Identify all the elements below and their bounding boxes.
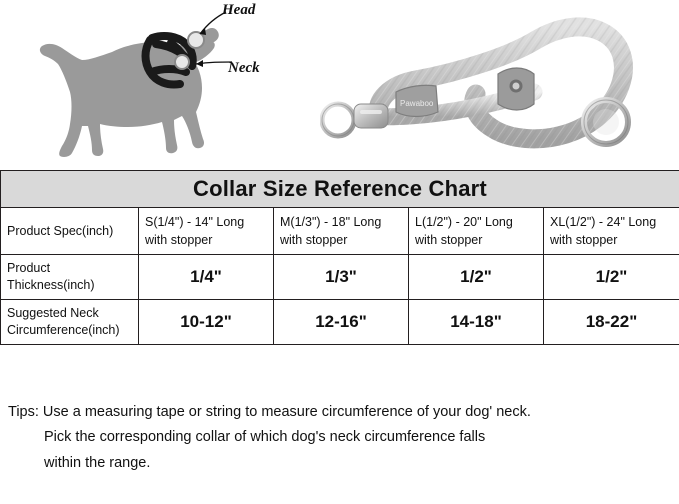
row-header-neck-circumference: Suggested Neck Circumference(inch) [1, 300, 139, 345]
size-chart-container [0, 170, 679, 345]
cell-neck-s: 10-12" [139, 300, 274, 345]
tips-line-2: Pick the corresponding collar of which dog's neck circumference falls [44, 429, 486, 446]
collar-slider-tab [498, 68, 534, 110]
cell-spec-xl: XL(1/2") - 24" Long with stopper [544, 208, 679, 255]
chart-title: Collar Size Reference Chart [1, 171, 679, 208]
cell-neck-l: 14-18" [409, 300, 544, 345]
illustration-row [0, 0, 679, 170]
dog-harness-illustration [0, 0, 330, 170]
table-title-row [1, 171, 679, 208]
cell-spec-s: S(1/4") - 14" Long with stopper [139, 208, 274, 255]
tips-section [0, 392, 679, 476]
table-row-neck-circumference [1, 300, 679, 345]
label-neck: Neck [228, 60, 260, 76]
svg-text:Pawaboo: Pawaboo [400, 99, 434, 108]
cell-neck-xl: 18-22" [544, 300, 679, 345]
collar-size-reference-table [0, 170, 679, 345]
table-row-product-thickness [1, 255, 679, 300]
collar-o-ring [322, 104, 354, 136]
row-header-product-thickness: Product Thickness(inch) [1, 255, 139, 300]
harness-ring-top [188, 32, 204, 48]
cell-spec-l: L(1/2") - 20" Long with stopper [409, 208, 544, 255]
cell-thickness-l: 1/2" [409, 255, 544, 300]
cell-spec-m: M(1/3") - 18" Long with stopper [274, 208, 409, 255]
cell-thickness-s: 1/4" [139, 255, 274, 300]
dog-harness-svg [0, 0, 330, 170]
row-header-product-spec: Product Spec(inch) [1, 208, 139, 255]
tips-line-1: Tips: Use a measuring tape or string to measure circumference of your dog' neck. [8, 404, 531, 420]
collar-product-illustration [320, 0, 679, 170]
table-row-product-spec [1, 208, 679, 255]
collar-crimp-sleeve [354, 104, 388, 128]
cell-thickness-m: 1/3" [274, 255, 409, 300]
collar-svg [320, 0, 679, 170]
cell-thickness-xl: 1/2" [544, 255, 679, 300]
tips-line-3: within the range. [44, 454, 151, 471]
collar-stopper [396, 85, 438, 116]
label-head: Head [222, 2, 256, 18]
harness-ring-mid [175, 55, 189, 69]
cell-neck-m: 12-16" [274, 300, 409, 345]
